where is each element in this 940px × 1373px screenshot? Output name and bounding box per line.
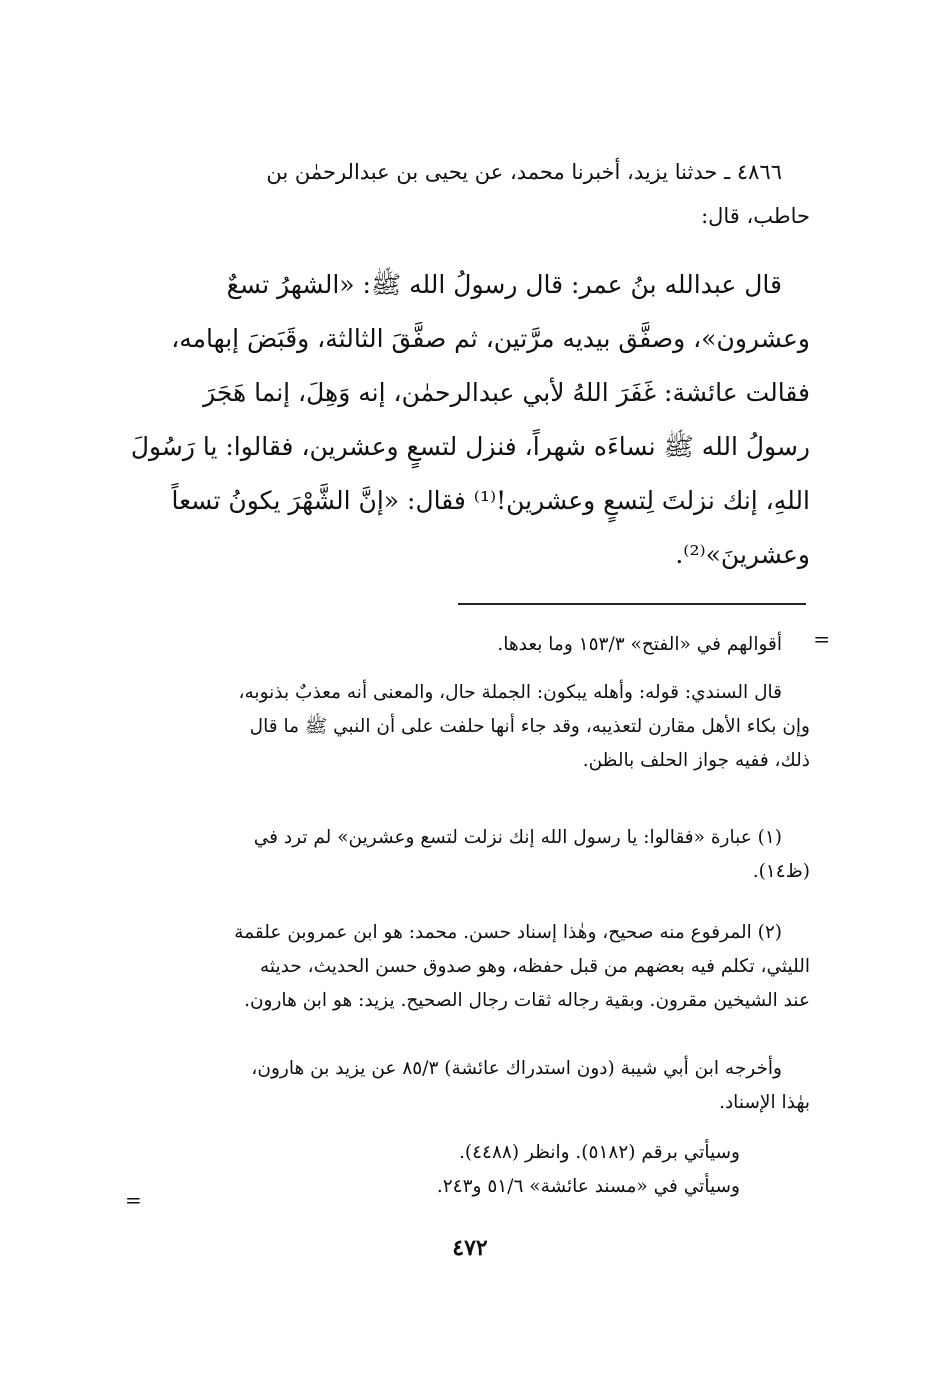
footnote-line: وسيأتي في «مسند عائشة» ٥١/٦ و٢٤٣.: [436, 1176, 740, 1197]
matn-line: فقالت عائشة: غَفَرَ اللهُ لأبي عبدالرحمٰن، إنه وَهِلَ، إنما هَجَرَ: [203, 378, 810, 407]
footnote-line: وإن بكاء الأهل مقارن لتعذيبه، وقد جاء أنها حلفت على أن النبي ﷺ ما قال: [249, 716, 810, 737]
footnote-line: (٢) المرفوع منه صحيح، وهٰذا إسناد حسن. محمد: هو ابن عمروبن علقمة: [234, 922, 782, 943]
footnote-sindi: [105, 676, 810, 778]
matn-line: اللهِ، إنك نزلتَ لِتسعٍ وعشرين!⁽¹⁾ فقال: «إنَّ الشَّهْرَ يكونُ تسعاً: [171, 486, 810, 515]
footnote-line: ذلك، ففيه جواز الحلف بالظن.: [582, 750, 810, 771]
footnote-line: قال السندي: قوله: وأهله يبكون: الجملة حال، والمعنى أنه معذبٌ بذنوبه،: [238, 682, 782, 703]
matn-line: وعشرون»، وصفَّق بيديه مرَّتين، ثم صفَّقَ الثالثة، وقَبَضَ إبهامه،: [171, 324, 810, 353]
continuation-marker-end: =: [125, 1188, 142, 1212]
continuation-marker: =: [813, 627, 830, 651]
footnote-2: [105, 916, 810, 1018]
footnote-line: وأخرجه ابن أبي شيبة (دون استدراك عائشة) ٨٥/٣ عن يزيد بن هارون،: [251, 1058, 782, 1079]
footnote-line: (١) عبارة «فقالوا: يا رسول الله إنك نزلت لتسع وعشرين» لم ترد في: [253, 827, 782, 848]
footnote-separator: [458, 603, 806, 605]
footnote-line: عند الشيخين مقرون. وبقية رجاله ثقات رجال الصحيح. يزيد: هو ابن هارون.: [244, 990, 810, 1011]
footnote-line: بهٰذا الإسناد.: [719, 1092, 810, 1113]
matn-line: رسولُ الله ﷺ نساءَه شهراً، فنزل لتسعٍ وعشرين، فقالوا: يا رَسُولَ: [130, 432, 810, 461]
matn-line: وعشرينَ»⁽²⁾.: [675, 540, 810, 569]
footnote-line: وسيأتي برقم (٥١٨٢). وانظر (٤٤٨٨).: [458, 1142, 740, 1163]
isnad-line: ٤٨٦٦ ـ حدثنا يزيد، أخبرنا محمد، عن يحيى بن عبدالرحمٰن بن: [266, 160, 782, 184]
footnote-cross-references: [105, 1136, 810, 1204]
footnote-1: [105, 821, 810, 889]
matn-line: قال عبدالله بنُ عمر: قال رسولُ الله ﷺ: «الشهرُ تسعٌ: [226, 270, 782, 299]
page-number: ٤٧٢: [452, 1235, 488, 1261]
footnote-line: الليثي، تكلم فيه بعضهم من قبل حفظه، وهو صدوق حسن الحديث، حديثه: [259, 956, 810, 977]
isnad-line: حاطب، قال:: [701, 204, 810, 228]
footnote-takhrij: [105, 1052, 810, 1120]
hadith-isnad: [110, 150, 810, 238]
footnote-line: أقوالهم في «الفتح» ١٥٣/٣ وما بعدها.: [497, 634, 782, 655]
hadith-matn: [110, 258, 810, 582]
footnote-line: (ظ١٤).: [752, 861, 810, 882]
footnote-continuation: [105, 628, 810, 662]
